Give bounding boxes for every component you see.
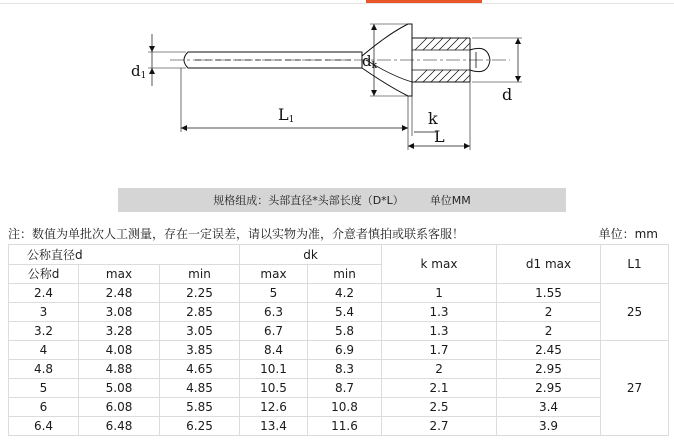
cell-dk-min: 8.3 bbox=[308, 360, 382, 379]
rivet-technical-drawing bbox=[0, 4, 674, 184]
cell-d-min: 2.85 bbox=[160, 303, 240, 322]
spec-unit-text: 单位MM bbox=[429, 194, 471, 207]
cell-d-max: 4.08 bbox=[79, 341, 160, 360]
cell-k-max: 2.7 bbox=[382, 417, 497, 436]
cell-dk-max: 6.3 bbox=[240, 303, 308, 322]
subheader-dk-max: max bbox=[240, 265, 308, 284]
label-L1: L1 bbox=[278, 105, 295, 125]
header-L1: L1 bbox=[601, 245, 669, 284]
spec-format-text: 规格组成：头部直径*头部长度（D*L） bbox=[213, 194, 404, 207]
cell-dk-max: 6.7 bbox=[240, 322, 308, 341]
cell-d-min: 2.25 bbox=[160, 284, 240, 303]
label-k: k bbox=[428, 109, 438, 128]
cell-L1: 25 bbox=[601, 284, 669, 341]
table-header-row-1 bbox=[9, 245, 669, 265]
cell-d-min: 6.25 bbox=[160, 417, 240, 436]
header-d1-max: d1 max bbox=[497, 245, 601, 284]
cell-dk-min: 6.9 bbox=[308, 341, 382, 360]
cell-d1-max: 2.95 bbox=[497, 360, 601, 379]
cell-d-min: 4.85 bbox=[160, 379, 240, 398]
cell-d-max: 4.88 bbox=[79, 360, 160, 379]
table-row bbox=[9, 398, 669, 417]
cell-k-max: 2.5 bbox=[382, 398, 497, 417]
cell-dk-min: 5.4 bbox=[308, 303, 382, 322]
cell-dk-max: 5 bbox=[240, 284, 308, 303]
cell-L1: 27 bbox=[601, 341, 669, 436]
cell-d1-max: 2.95 bbox=[497, 379, 601, 398]
cell-d1-max: 3.9 bbox=[497, 417, 601, 436]
table-row bbox=[9, 379, 669, 398]
table-row bbox=[9, 360, 669, 379]
table-row bbox=[9, 417, 669, 436]
header-dk: dk bbox=[240, 245, 382, 265]
cell-nominal: 3.2 bbox=[9, 322, 79, 341]
header-k-max: k max bbox=[382, 245, 497, 284]
cell-nominal: 5 bbox=[9, 379, 79, 398]
cell-k-max: 2 bbox=[382, 360, 497, 379]
cell-k-max: 1.3 bbox=[382, 303, 497, 322]
cell-d-max: 6.08 bbox=[79, 398, 160, 417]
cell-dk-min: 11.6 bbox=[308, 417, 382, 436]
header-nominal-d: 公称直径d bbox=[9, 245, 240, 265]
cell-dk-max: 10.1 bbox=[240, 360, 308, 379]
cell-dk-max: 13.4 bbox=[240, 417, 308, 436]
cell-dk-min: 4.2 bbox=[308, 284, 382, 303]
cell-d-min: 3.05 bbox=[160, 322, 240, 341]
cell-d-max: 3.08 bbox=[79, 303, 160, 322]
cell-k-max: 1.7 bbox=[382, 341, 497, 360]
subheader-d-max: max bbox=[79, 265, 160, 284]
cell-d-max: 2.48 bbox=[79, 284, 160, 303]
cell-d-min: 5.85 bbox=[160, 398, 240, 417]
cell-d-min: 4.65 bbox=[160, 360, 240, 379]
cell-nominal: 6 bbox=[9, 398, 79, 417]
cell-k-max: 1 bbox=[382, 284, 497, 303]
cell-dk-min: 10.8 bbox=[308, 398, 382, 417]
label-dk: dk bbox=[362, 52, 378, 71]
label-d: d bbox=[502, 85, 513, 104]
note-text: 注：数值为单批次人工测量，存在一定误差，请以实物为准，介意者慎拍或联系客服！ bbox=[8, 226, 465, 241]
cell-dk-max: 10.5 bbox=[240, 379, 308, 398]
cell-k-max: 2.1 bbox=[382, 379, 497, 398]
table-row bbox=[9, 303, 669, 322]
cell-d-min: 3.85 bbox=[160, 341, 240, 360]
cell-k-max: 1.3 bbox=[382, 322, 497, 341]
cell-d-max: 3.28 bbox=[79, 322, 160, 341]
subheader-nominal: 公称d bbox=[9, 265, 79, 284]
rivet-spec-table bbox=[8, 244, 669, 436]
table-row bbox=[9, 322, 669, 341]
cell-d1-max: 2 bbox=[497, 303, 601, 322]
cell-nominal: 3 bbox=[9, 303, 79, 322]
cell-d1-max: 2 bbox=[497, 322, 601, 341]
label-L: L bbox=[434, 127, 445, 146]
cell-dk-min: 5.8 bbox=[308, 322, 382, 341]
subheader-dk-min: min bbox=[308, 265, 382, 284]
cell-dk-max: 12.6 bbox=[240, 398, 308, 417]
cell-nominal: 2.4 bbox=[9, 284, 79, 303]
spec-format-bar bbox=[118, 188, 566, 212]
cell-d-max: 5.08 bbox=[79, 379, 160, 398]
label-d1: d1 bbox=[131, 62, 147, 81]
measurement-note bbox=[8, 222, 668, 244]
subheader-d-min: min bbox=[160, 265, 240, 284]
table-row bbox=[9, 341, 669, 360]
table-row bbox=[9, 284, 669, 303]
cell-nominal: 4 bbox=[9, 341, 79, 360]
cell-nominal: 6.4 bbox=[9, 417, 79, 436]
cell-d-max: 6.48 bbox=[79, 417, 160, 436]
cell-d1-max: 3.4 bbox=[497, 398, 601, 417]
cell-d1-max: 2.45 bbox=[497, 341, 601, 360]
cell-nominal: 4.8 bbox=[9, 360, 79, 379]
cell-d1-max: 1.55 bbox=[497, 284, 601, 303]
note-unit: 单位：mm bbox=[598, 226, 658, 241]
cell-dk-min: 8.7 bbox=[308, 379, 382, 398]
cell-dk-max: 8.4 bbox=[240, 341, 308, 360]
